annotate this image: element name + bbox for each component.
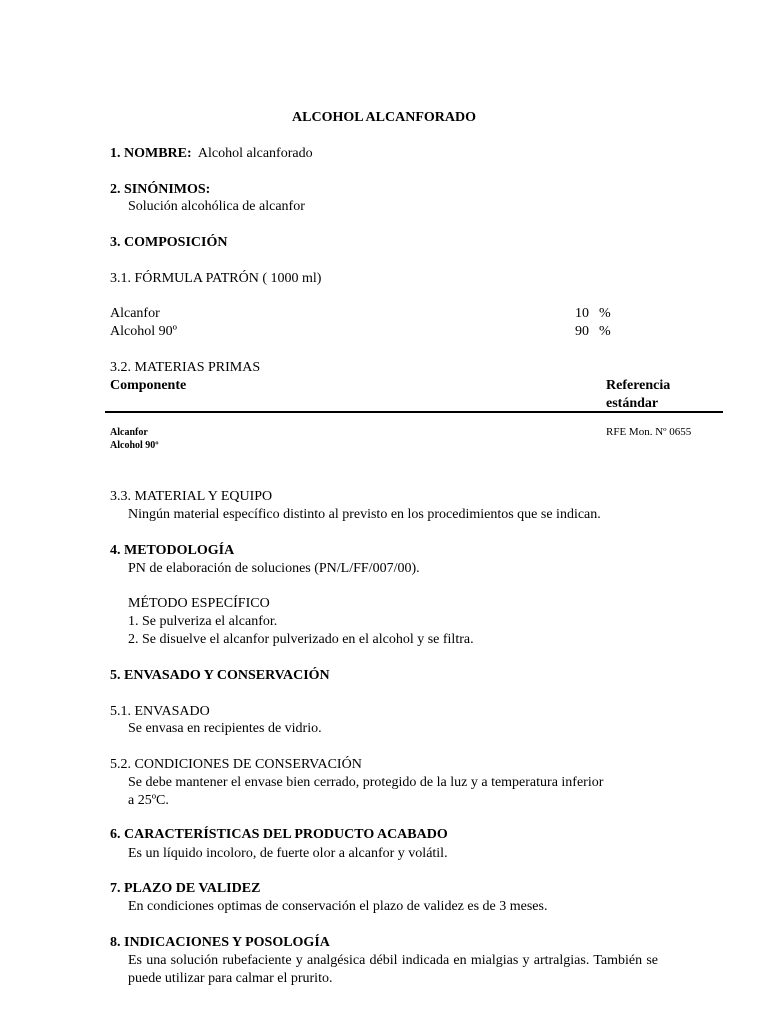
table-divider — [105, 411, 723, 413]
plazo-validez-text: En condiciones optimas de conservación el plazo de validez es de 3 meses. — [128, 899, 548, 914]
caracteristicas-heading: 6. CARACTERÍSTICAS DEL PRODUCTO ACABADO — [110, 827, 448, 842]
formula-row-amount: 10 — [575, 306, 589, 321]
table-row-ref: RFE Mon. Nº 0655 — [606, 426, 692, 438]
formula-row-name: Alcohol 90º — [110, 324, 177, 339]
conservacion-heading: 5.2. CONDICIONES DE CONSERVACIÓN — [110, 757, 362, 772]
conservacion-text-2: a 25ºC. — [128, 793, 169, 808]
envasado-heading: 5.1. ENVASADO — [110, 704, 210, 719]
caracteristicas-text: Es un líquido incoloro, de fuerte olor a alcanfor y volátil. — [128, 846, 448, 861]
envasado-conservacion-heading: 5. ENVASADO Y CONSERVACIÓN — [110, 668, 330, 683]
indicaciones-text: Es una solución rubefaciente y analgésica débil indicada en mialgias y artralgias. También se puede utilizar para calmar el prurito. — [128, 953, 658, 986]
section-nombre — [110, 145, 313, 163]
col-componente: Componente — [110, 378, 187, 393]
list-item: 2. Se disuelve el alcanfor pulverizado en el alcohol y se filtra. — [128, 632, 474, 647]
metodologia-text: PN de elaboración de soluciones (PN/L/FF/007/00). — [128, 561, 420, 576]
col-referencia: Referencia — [606, 378, 671, 393]
table-row-name: Alcanfor — [110, 427, 148, 438]
equipo-heading: 3.3. MATERIAL Y EQUIPO — [110, 489, 273, 504]
conservacion-text: Se debe mantener el envase bien cerrado, protegido de la luz y a temperatura inferior — [128, 775, 604, 790]
sinonimos-heading: 2. SINÓNIMOS: — [110, 182, 211, 197]
formula-row-amount: 90 — [575, 324, 589, 339]
document-title: ALCOHOL ALCANFORADO — [292, 110, 476, 125]
indicaciones-heading: 8. INDICACIONES Y POSOLOGÍA — [110, 935, 330, 950]
metodo-especifico-heading: MÉTODO ESPECÍFICO — [128, 596, 270, 611]
formula-heading: 3.1. FÓRMULA PATRÓN ( 1000 ml) — [110, 271, 322, 286]
formula-row-unit: % — [599, 306, 611, 321]
table-row-name: Alcohol 90º — [110, 440, 159, 451]
formula-row-name: Alcanfor — [110, 306, 160, 321]
materias-heading: 3.2. MATERIAS PRIMAS — [110, 360, 261, 375]
equipo-text: Ningún material específico distinto al previsto en los procedimientos que se indican. — [128, 507, 601, 522]
envasado-text: Se envasa en recipientes de vidrio. — [128, 721, 322, 736]
col-referencia-2: estándar — [606, 396, 659, 411]
metodologia-heading: 4. METODOLOGÍA — [110, 543, 235, 558]
plazo-validez-heading: 7. PLAZO DE VALIDEZ — [110, 881, 261, 896]
composicion-heading: 3. COMPOSICIÓN — [110, 235, 228, 250]
nombre-value: Alcohol alcanforado — [197, 146, 313, 161]
sinonimos-text: Solución alcohólica de alcanfor — [128, 199, 305, 214]
list-item: 1. Se pulveriza el alcanfor. — [128, 614, 278, 629]
formula-row-unit: % — [599, 324, 611, 339]
nombre-heading: 1. NOMBRE: — [110, 146, 192, 161]
